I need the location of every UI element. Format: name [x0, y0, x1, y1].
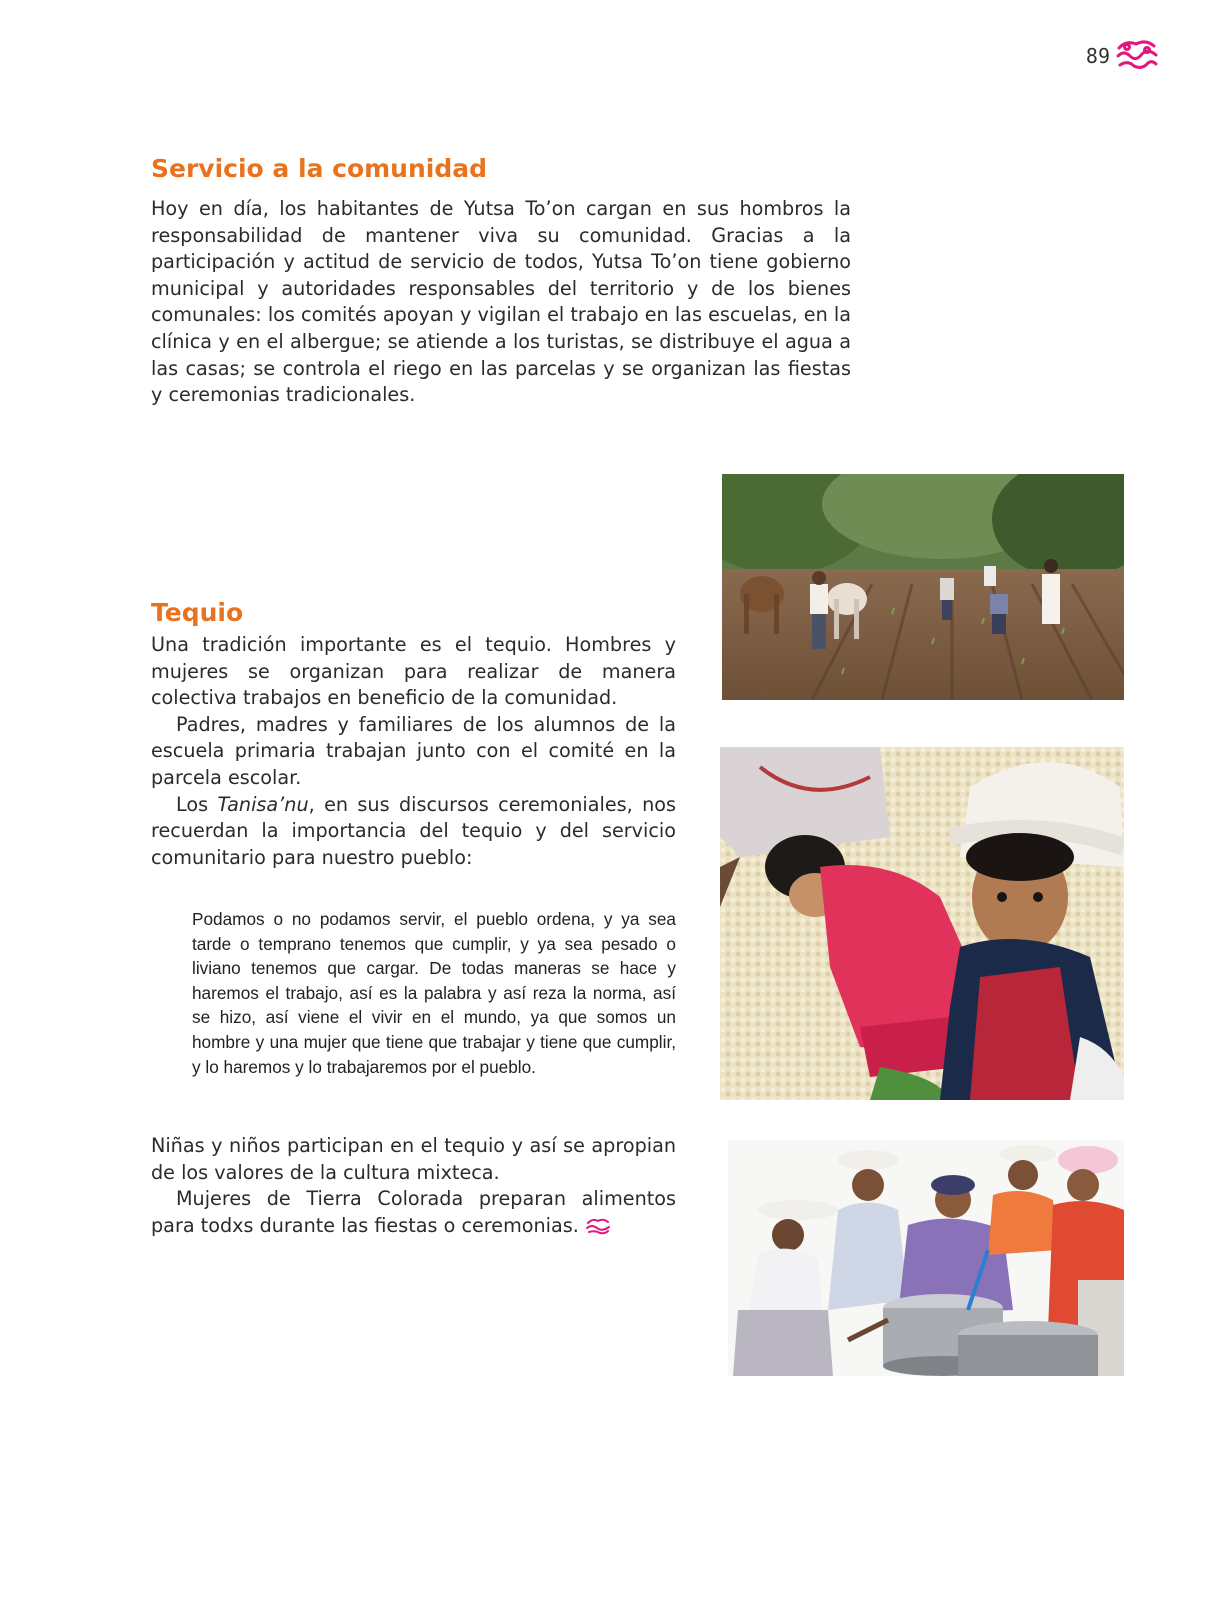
tequio-paragraph-1: Una tradición importante es el tequio. Hombres y mujeres se organizan para realizar de manera colectiva trabajos en beneficio de la comunidad.: [151, 633, 676, 710]
tequio-paragraph-3: [151, 792, 676, 872]
paragraph-3-suffix: , en sus discursos ceremoniales, nos recuerdan la importancia del tequio y del servicio comunitario para nuestro pueblo:: [151, 792, 676, 869]
tequio-paragraph-5: [151, 1186, 676, 1239]
section-title-tequio: Tequio: [151, 598, 244, 627]
tanisanu-term: Tanisa’nu: [217, 792, 309, 816]
section-title-servicio: Servicio a la comunidad: [151, 154, 488, 183]
photo-plowing-field: [722, 474, 1124, 700]
page-number: 89: [1085, 44, 1110, 68]
end-of-text-glyph-icon: [585, 1217, 611, 1235]
paragraph-5-text: Mujeres de Tierra Colorada preparan alimentos para todxs durante las fiestas o ceremonias.: [151, 1187, 676, 1237]
tequio-closing-block: [151, 1133, 676, 1239]
ceremonial-quote: Podamos o no podamos servir, el pueblo ordena, y ya sea tarde o temprano tenemos que cumplir, y ya sea pesado o liviano tenemos que cargar. De todas maneras se hace y haremos el trabajo, así es la palabra y así reza la norma, así se hizo, así viene el vivir en el mundo, ya que somos un hombre y una mujer que tiene que trabajar y tiene que cumplir, y lo haremos y lo trabajaremos por el pueblo.: [192, 909, 676, 1077]
tequio-text-block: [151, 632, 676, 871]
photo-women-cooking: [728, 1140, 1124, 1376]
servicio-paragraph: Hoy en día, los habitantes de Yutsa To’on cargan en sus hombros la responsabilidad de mantener viva su comunidad. Gracias a la participación y actitud de servicio de todos, Yutsa To’on tiene gobierno municipal y autoridades responsables del territorio y de los bienes comunales: los comités apoyan y vigilan el trabajo en las escuelas, en la clínica y en el albergue; se atiende a los turistas, se distribuye el agua a las casas; se controla el riego en las parcelas y se organizan las fiestas y ceremonias tradicionales.: [151, 197, 851, 407]
mixtec-glyph-icon: [1114, 38, 1160, 72]
photo-children-sorting-corn: [720, 747, 1124, 1100]
paragraph-3-prefix: Los: [176, 792, 218, 816]
tequio-paragraph-4: Niñas y niños participan en el tequio y así se apropian de los valores de la cultura mixteca.: [151, 1134, 676, 1184]
tequio-paragraph-2: Padres, madres y familiares de los alumnos de la escuela primaria trabajan junto con el comité en la parcela escolar.: [151, 712, 676, 789]
